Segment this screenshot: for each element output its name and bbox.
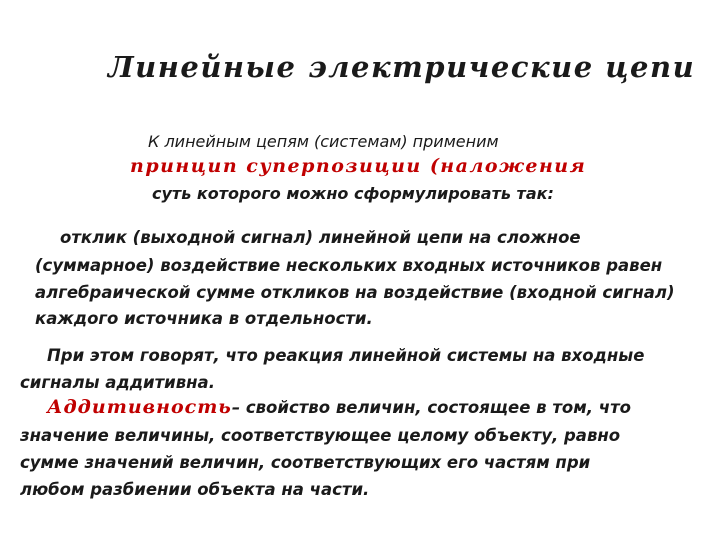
additivity-definition-rest: – свойство величин, состоящее в том, что [231, 398, 631, 417]
definition-line-2: (суммарное) воздействие нескольких входных источников равен [35, 256, 663, 275]
additivity-note-line-1: При этом говорят, что реакция линейной системы на входные [47, 346, 645, 365]
intro-line-3: суть которого можно сформулировать так: [152, 184, 554, 203]
definition-line-1: отклик (выходной сигнал) линейной цепи на сложное [60, 228, 581, 247]
definition-line-3: алгебраической сумме откликов на воздействие (входной сигнал) [35, 283, 675, 302]
definition-line-4: каждого источника в отдельности. [35, 309, 373, 328]
additivity-definition-line-3: сумме значений величин, соответствующих его частям при [20, 453, 591, 472]
additivity-definition-line-1 [47, 396, 631, 418]
additivity-term: Аддитивность [47, 396, 232, 418]
additivity-definition-line-4: любом разбиении объекта на части. [20, 480, 370, 499]
additivity-note-line-2: сигналы аддитивна. [20, 373, 215, 392]
slide-title: Линейные электрические цепи [108, 50, 696, 84]
additivity-definition-line-2: значение величины, соответствующее целому объекту, равно [20, 426, 621, 445]
intro-line-1: К линейным цепям (системам) применим [148, 132, 499, 151]
principle-highlight: принцип суперпозиции (наложения [130, 155, 587, 177]
